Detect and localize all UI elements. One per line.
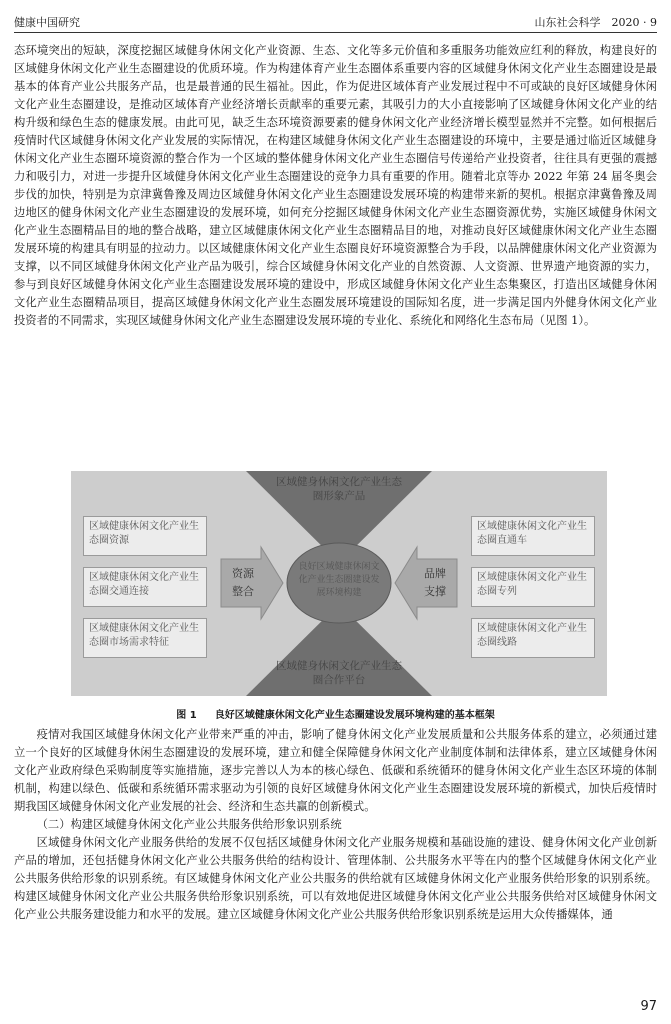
running-header xyxy=(14,10,657,33)
figure-caption xyxy=(0,706,671,721)
paragraph: 态环境突出的短缺，深度挖掘区域健身休闲文化产业资源、生态、文化等多元价值和多重服务功能效应红利的释放，构建良好的区域健身休闲文化产业生态圈建设的优质环境。作为构建体育产业生态圈体系重要内容的区域健身休闲文化产业生态圈建设是最基本的体育产业公共服务产品，也是最普通的民生福祉。因此，作为促进区域体育产业发展过程中不可或缺的良好区域健身休闲文化产业生态圈建设，是推动区域体育产业经济增长贡献率的重要元素，其吸引力的大小直接影响了区域健身休闲文化产业的结构升级和绿色生态的健康发展。由此可见，缺乏生态环境资源要素的健身休闲文化产业经济增长模型显然并不完整。如何根据后疫情时代区域健身休闲文化产业发展的实际情况，在构建区域健身休闲文化产业生态圈建设的环境中，主要是通过临近区域健身休闲文化产业生态圈环境资源的整合作为一个区域的整体健身休闲文化产业生态圈信号传递给产业投资者，往往具有更强的震撼力和吸引力，对进一步提升区域健身休闲文化产业生态圈建设的竞争力具有重要的作用。随着北京等办 2022 年第 24 届冬奥会步伐的加快，特别是为京津冀鲁豫及周边区域健身休闲文化产业生态圈建设发展环境的构建带来新的契机。根据京津冀鲁豫及周边地区的健身休闲文化产业生态圈建设的发展环境，如何充分挖掘区域健身休闲文化产业生态圈资源优势，实施区域健身休闲文化产业生态圈精品目的地的整合战略，建立区域健康休闲文化产业生态圈精品目的地，对推动良好区域健康休闲文化产业生态圈发展环境的构建具有明显的拉动力。以区域健康休闲文化产业生态圈良好环境资源整合为手段，以品牌健康休闲文化产业资源为支撑，以不同区域健身休闲文化产业产品为吸引，综合区域健身休闲文化产业的自然资源、人文资源、世界遗产地资源的实力，参与到良好区域健身休闲文化产业生态圈建设发展环境的建设中，形成区域健身休闲文化产业生态集聚区，打造出区域健身休闲文化产业生态圈精品项目，提高区域健身休闲文化产业生态圈发展环境建设的国际知名度，进一步满足国内外健身休闲文化产业投资者的不同需求，实现区域健身休闲文化产业生态圈建设发展环境的专业化、系统化和网络化生态布局（见图 1）。 xyxy=(14,44,657,327)
figure-title: 良好区域健康休闲文化产业生态圈建设发展环境构建的基本框架 xyxy=(214,710,495,721)
journal-info-label: 山东社会科学 2020 · 9 xyxy=(534,16,657,29)
journal-section-label: 健康中国研究 xyxy=(14,16,80,29)
section-heading: （二）构建区域健身休闲文化产业公共服务供给形象识别系统 xyxy=(36,818,342,831)
paragraph: 疫情对我国区域健身休闲文化产业带来严重的冲击，影响了健身休闲文化产业发展质量和公共服务体系的建立，必须通过建立一个良好的区域健身休闲生态圈建设的发展环境，建立和健全保障健身休闲文化产业制度体制和法律体系，建立区域健身休闲文化产业政府绿色采购制度等实施措施，逐步完善以人为本的核心绿色、低碳和系统循环的健身休闲文化产业生态区环境的体制机制，构建以绿色、低碳和系统循环需求驱动为引领的良好区域健身休闲文化产业生态圈建设发展环境的新模式，加快后疫情时期我国区域健身休闲文化产业发展的社会、经济和生态共赢的创新模式。 xyxy=(14,728,657,813)
right-box-special-train: 区域健康休闲文化产业生态圈专列 xyxy=(471,567,595,607)
body-text-bottom xyxy=(14,726,657,924)
right-box-routes: 区域健康休闲文化产业生态圈线路 xyxy=(471,618,595,658)
page-number: 97 xyxy=(640,999,657,1014)
center-label: 良好区域健康休闲文化产业生态圈建设发展环境构建 xyxy=(298,562,380,598)
right-arrow-label: 品牌支撑 xyxy=(424,567,446,598)
bottom-triangle-label: 区域健身休闲文化产业生态圈合作平台 xyxy=(276,660,402,686)
left-box-transport: 区域健康休闲文化产业生态圈交通连接 xyxy=(83,567,207,607)
paragraph: 区域健身休闲文化产业服务供给的发展不仅包括区域健身休闲文化产业服务规模和基础设施的建设、健身休闲文化产业创新产品的增加，还包括健身休闲文化产业公共服务供给的结构设计、管理体制、公共服务水平等在内的整个区域健身休闲文化产业公共服务供给形象的识别系统。有区域健身休闲文化产业公共服务的供给就有区域健身休闲文化产业服务供给形象的识别系统。构建区域健身休闲文化产业公共服务供给形象识别系统，可以有效地促进区域健身休闲文化产业公共服务供给对区域健身休闲文化产业公共服务建设能力和水平的发展。建立区域健身休闲文化产业公共服务供给形象识别系统是运用大众传播媒体，通 xyxy=(14,836,657,921)
top-triangle-label: 区域健身休闲文化产业生态圈形象产品 xyxy=(276,476,402,502)
left-box-resources: 区域健康休闲文化产业生态圈资源 xyxy=(83,516,207,556)
left-box-market: 区域健康休闲文化产业生态圈市场需求特征 xyxy=(83,618,207,658)
figure-1 xyxy=(71,471,607,696)
figure-number: 图 1 xyxy=(176,710,197,721)
left-arrow-label: 资源整合 xyxy=(232,567,254,598)
body-text-top xyxy=(14,42,657,330)
right-box-express: 区域健康休闲文化产业生态圈直通车 xyxy=(471,516,595,556)
